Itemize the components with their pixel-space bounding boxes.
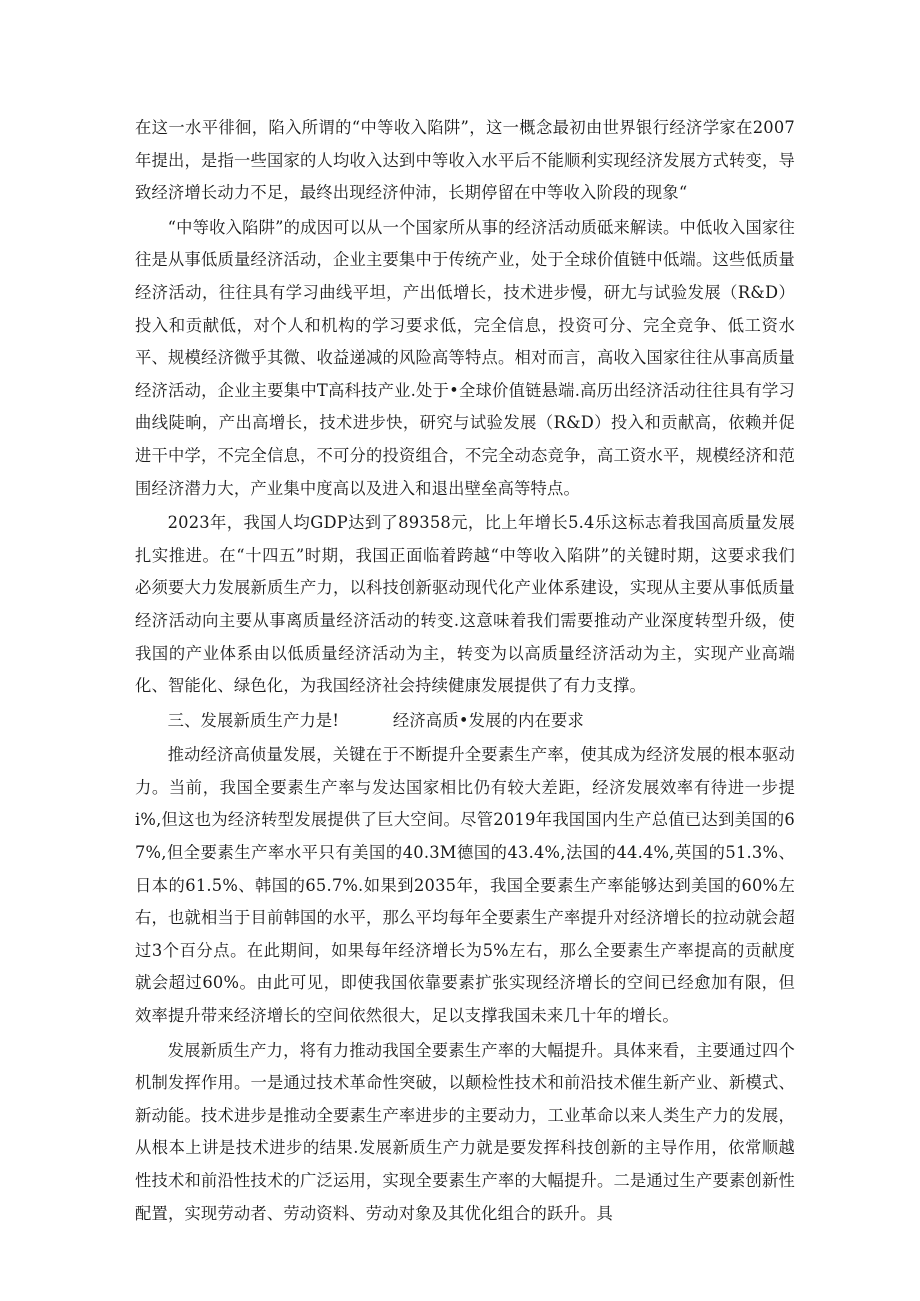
paragraph-3: 2023年，我国人均GDP达到了89358元，比上年增长5.4乐这标志着我国高质量发展扎实推进。在“十四五”时期，我国正面临着跨越“中等收入陷阱”的关键时期，这要求我们必须要大力发展新质生产力，以科技创新驱动现代化产业体系建设，实现从主要从事低质量经济活动向主要从事离质量经济活动的转变.这意味着我们需要推动产业深度转型升级，使我国的产业体系由以低质量经济活动为主，转变为以高质量经济活动为主，实现产业高端化、智能化、绿色化，为我国经济社会持续健康发展提供了有力支撑。 <box>135 513 795 696</box>
document-body <box>135 112 795 1230</box>
paragraph-5: 发展新质生产力，将有力推动我国全要素生产率的大幅提升。具体来看，主要通过四个机制发挥作用。一是通过技术革命性突破，以颠检性技术和前沿技术催生新产业、新模式、新动能。技术进步是推动全要素生产率进步的主要动力，工业革命以来人类生产力的发展，从根本上讲是技术进步的结果.发展新质生产力就是要发挥科技创新的主导作用，依常顺越性技术和前沿性技术的广泛运用，实现全要素生产率的大幅提升。二是通过生产要素创新性配置，实现劳动者、劳动资料、劳动对象及其优化组合的跃升。具 <box>135 1040 795 1223</box>
section-heading-3: 三、发展新质生产力是! 经济高质•发展的内在要求 <box>167 710 585 730</box>
paragraph-4: 推动经济高侦量发展，关键在于不断提升全要素生产率，使其成为经济发展的根本驱动力。当前，我国全要素生产率与发达国家相比仍有较大差距，经济发展效率有待进一步提i%,但这也为经济转型发展提供了巨大空间。尽管2019年我国国内生产总值已达到美国的67%,但全要素生产率水平只有美国的40.3M德国的43.4%,法国的44.4%,英国的51.3%、日本的61.5%、韩国的65.7%.如果到2035年，我国全要素生产率能够达到美国的60%左右，也就相当于目前韩国的水平，那么平均每年全要素生产率提升对经济增长的拉动就会超过3个百分点。在此期间，如果每年经济增长为5%左右，那么全要素生产率提高的贡献度就会超过60%。由此可见，即使我国依靠要素扩张实现经济增长的空间已经愈加有限，但效率提升带来经济增长的空间依然很大，足以支撑我国未来几十年的增长。 <box>135 745 795 1026</box>
paragraph-1: 在这一水平徘徊，陷入所谓的“中等收入陷阱”，这一概念最初由世界银行经济学家在2007年提出，是指一些国家的人均收入达到中等收入水平后不能顺利实现经济发展方式转变，导致经济增长动力不足，最终出现经济仲沛，长期停留在中等收入阶段的现象“ <box>135 118 795 203</box>
paragraph-2: “中等收入陷阱”的成因可以从一个国家所从事的经济活动质砥来解读。中低收入国家往往是从事低质量经济活动，企业主要集中于传统产业，处于全球价值链中低端。这些低质量经济活动，往往具有学习曲线平坦，产出低增长，技术进步慢，研尢与试验发展（R&D）投入和贡献低，对个人和机构的学习要求低，完全信息，投资可分、完全竞争、低工资水平、规模经济微乎其微、收益递减的风险高等特点。相对而言，高收入国家往往从事高质量经济活动，企业主要集中T高科技产业.处于•全球价值链悬端.高历出经济活动往往具有学习曲线陡晌，产出高增长，技术进步快，研究与试验发展（R&D）投入和贡献高，依赖并促进干中学，不完全信息，不可分的投资组合，不完全动态竞争，高工资水平，规模经济和范围经济潜力大，产业集中度高以及进入和退出壁垒高等特点。 <box>135 217 795 498</box>
